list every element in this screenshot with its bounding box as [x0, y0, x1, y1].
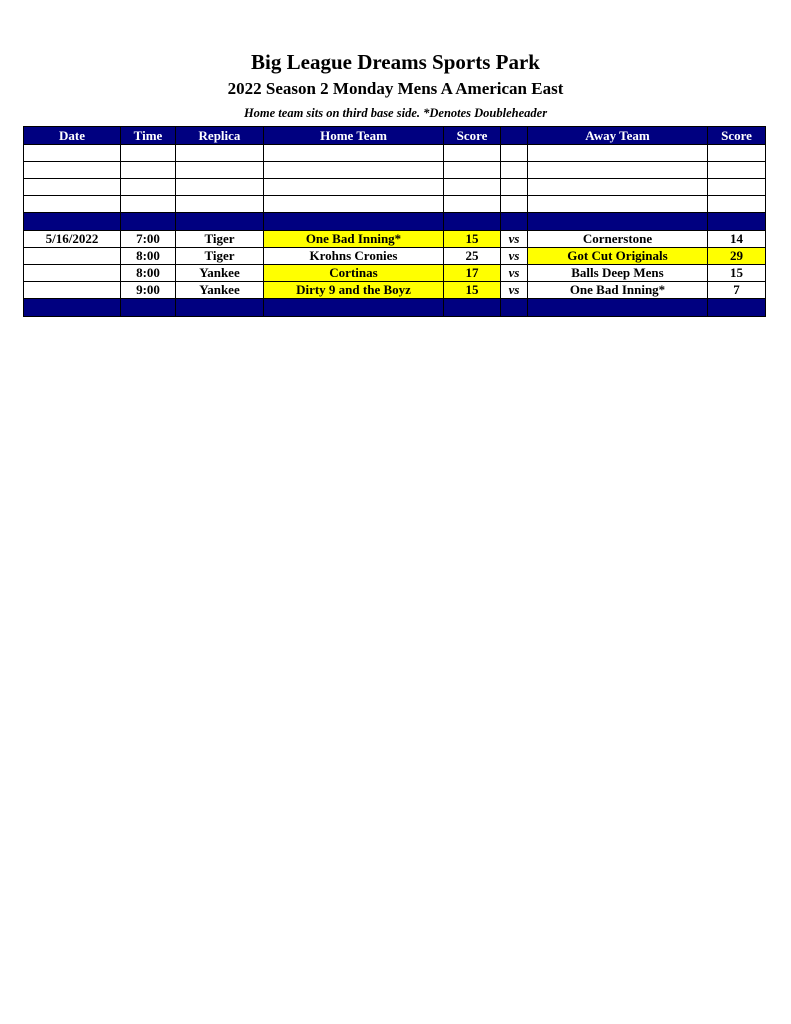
home-team: Dirty 9 and the Boyz — [264, 282, 444, 299]
game-row — [24, 248, 766, 265]
col-header-home-team: Home Team — [264, 127, 444, 145]
empty-cell — [264, 145, 444, 162]
divider-cell — [528, 299, 708, 317]
vs-label: vs — [501, 248, 528, 265]
empty-cell — [708, 179, 766, 196]
divider-cell — [708, 299, 766, 317]
home-score: 15 — [444, 231, 501, 248]
game-row — [24, 231, 766, 248]
home-score: 15 — [444, 282, 501, 299]
away-score: 15 — [708, 265, 766, 282]
home-team: One Bad Inning* — [264, 231, 444, 248]
empty-row — [24, 179, 766, 196]
col-header-date: Date — [24, 127, 121, 145]
empty-cell — [176, 196, 264, 213]
empty-cell — [121, 162, 176, 179]
divider-cell — [176, 213, 264, 231]
game-time: 9:00 — [121, 282, 176, 299]
empty-cell — [121, 179, 176, 196]
schedule-note: Home team sits on third base side. *Denotes Doubleheader — [243, 106, 548, 120]
col-header-away-score: Score — [708, 127, 766, 145]
empty-cell — [24, 179, 121, 196]
game-date — [24, 265, 121, 282]
col-header-vs — [501, 127, 528, 145]
vs-label: vs — [501, 231, 528, 248]
divider-cell — [24, 213, 121, 231]
divider-cell — [264, 299, 444, 317]
game-time: 7:00 — [121, 231, 176, 248]
header-row — [24, 127, 766, 145]
schedule-table — [23, 126, 766, 317]
col-header-time: Time — [121, 127, 176, 145]
vs-label: vs — [501, 265, 528, 282]
empty-cell — [24, 196, 121, 213]
col-header-home-score: Score — [444, 127, 501, 145]
divider-cell — [528, 213, 708, 231]
empty-cell — [528, 196, 708, 213]
divider-row — [24, 213, 766, 231]
empty-cell — [24, 145, 121, 162]
empty-cell — [708, 145, 766, 162]
divider-cell — [501, 213, 528, 231]
away-score: 7 — [708, 282, 766, 299]
empty-cell — [708, 196, 766, 213]
page-title: Big League Dreams Sports Park — [251, 50, 540, 74]
vs-label: vs — [501, 282, 528, 299]
empty-cell — [444, 196, 501, 213]
empty-cell — [121, 196, 176, 213]
empty-cell — [528, 145, 708, 162]
empty-cell — [444, 145, 501, 162]
home-score: 17 — [444, 265, 501, 282]
empty-cell — [264, 179, 444, 196]
away-team: Got Cut Originals — [528, 248, 708, 265]
game-time: 8:00 — [121, 248, 176, 265]
divider-cell — [121, 299, 176, 317]
divider-cell — [264, 213, 444, 231]
divider-cell — [176, 299, 264, 317]
col-header-away-team: Away Team — [528, 127, 708, 145]
empty-cell — [24, 162, 121, 179]
empty-cell — [264, 196, 444, 213]
empty-cell — [444, 162, 501, 179]
game-date: 5/16/2022 — [24, 231, 121, 248]
empty-cell — [501, 179, 528, 196]
empty-row — [24, 145, 766, 162]
divider-cell — [444, 299, 501, 317]
away-score: 29 — [708, 248, 766, 265]
game-date — [24, 248, 121, 265]
empty-cell — [528, 179, 708, 196]
empty-cell — [176, 145, 264, 162]
empty-cell — [501, 145, 528, 162]
empty-cell — [176, 179, 264, 196]
empty-cell — [444, 179, 501, 196]
home-team: Krohns Cronies — [264, 248, 444, 265]
footer-row — [24, 299, 766, 317]
game-replica: Yankee — [176, 265, 264, 282]
game-replica: Yankee — [176, 282, 264, 299]
col-header-replica: Replica — [176, 127, 264, 145]
home-score: 25 — [444, 248, 501, 265]
divider-cell — [501, 299, 528, 317]
away-score: 14 — [708, 231, 766, 248]
away-team: Balls Deep Mens — [528, 265, 708, 282]
divider-cell — [444, 213, 501, 231]
empty-cell — [501, 162, 528, 179]
empty-cell — [708, 162, 766, 179]
league-subtitle: 2022 Season 2 Monday Mens A American East — [227, 79, 564, 98]
game-replica: Tiger — [176, 231, 264, 248]
divider-cell — [121, 213, 176, 231]
away-team: One Bad Inning* — [528, 282, 708, 299]
empty-cell — [121, 145, 176, 162]
game-replica: Tiger — [176, 248, 264, 265]
away-team: Cornerstone — [528, 231, 708, 248]
game-row — [24, 265, 766, 282]
empty-row — [24, 162, 766, 179]
empty-cell — [264, 162, 444, 179]
divider-cell — [708, 213, 766, 231]
game-time: 8:00 — [121, 265, 176, 282]
empty-cell — [176, 162, 264, 179]
home-team: Cortinas — [264, 265, 444, 282]
empty-cell — [501, 196, 528, 213]
divider-cell — [24, 299, 121, 317]
game-date — [24, 282, 121, 299]
empty-row — [24, 196, 766, 213]
game-row — [24, 282, 766, 299]
empty-cell — [528, 162, 708, 179]
